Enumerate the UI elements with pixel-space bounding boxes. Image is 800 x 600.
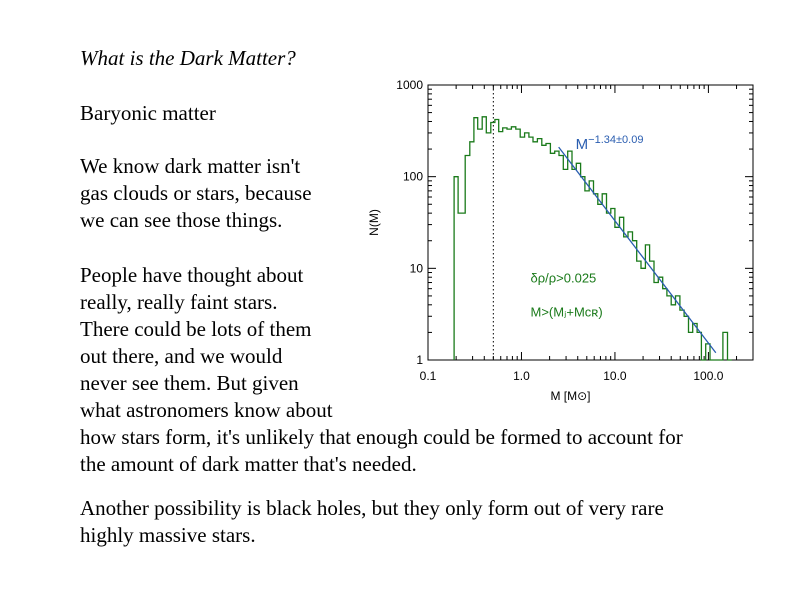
paragraph-black-holes: [80, 495, 664, 549]
fit-annotation-base: M: [575, 136, 589, 154]
text-line: There could be lots of them: [80, 317, 312, 341]
text-line: the amount of dark matter that's needed.: [80, 452, 417, 476]
chart-labels: [367, 78, 724, 403]
text-line: People have thought about: [80, 263, 304, 287]
x-tick-label: 1.0: [513, 369, 530, 383]
text-line: never see them. But given: [80, 371, 299, 395]
text-line: Another possibility is black holes, but they only form out of very rare: [80, 496, 664, 520]
y-tick-label: 1: [416, 353, 423, 367]
fit-annotation: [576, 134, 644, 153]
text-line: highly massive stars.: [80, 523, 256, 547]
slide-title: What is the Dark Matter?: [80, 46, 296, 70]
fit-annotation-exponent: −1.34±0.09: [588, 134, 644, 147]
y-axis-label: N(M): [367, 209, 381, 236]
text-line: really, really faint stars.: [80, 290, 278, 314]
text-line: gas clouds or stars, because: [80, 181, 312, 205]
y-tick-label: 1000: [396, 78, 423, 92]
paragraph-dark-matter-not-gas: [80, 153, 312, 234]
x-axis-label: M [M⊙]: [550, 389, 591, 403]
x-tick-label: 100.0: [693, 369, 724, 383]
y-tick-label: 10: [409, 261, 423, 276]
paragraph-faint-stars-continued: [80, 424, 683, 478]
mass-function-chart: [360, 75, 760, 410]
fit-line: [559, 147, 716, 353]
x-tick-label: 10.0: [603, 369, 627, 383]
text-line: we can see those things.: [80, 208, 283, 232]
slide-subtitle: Baryonic matter: [80, 101, 216, 125]
criterion-annotation-2: M>(Mⱼ+Mᴄʀ): [530, 304, 603, 320]
text-line: We know dark matter isn't: [80, 154, 301, 178]
paragraph-faint-stars: [80, 262, 333, 424]
x-tick-label: 0.1: [419, 369, 437, 383]
text-line: out there, and we would: [80, 344, 283, 368]
histogram-series: [454, 117, 732, 360]
text-line: how stars form, it's unlikely that enough could be formed to account for: [80, 425, 683, 449]
y-tick-label: 100: [402, 169, 423, 184]
text-line: what astronomers know about: [80, 398, 333, 422]
criterion-annotation-1: δρ/ρ>0.025: [530, 270, 597, 286]
